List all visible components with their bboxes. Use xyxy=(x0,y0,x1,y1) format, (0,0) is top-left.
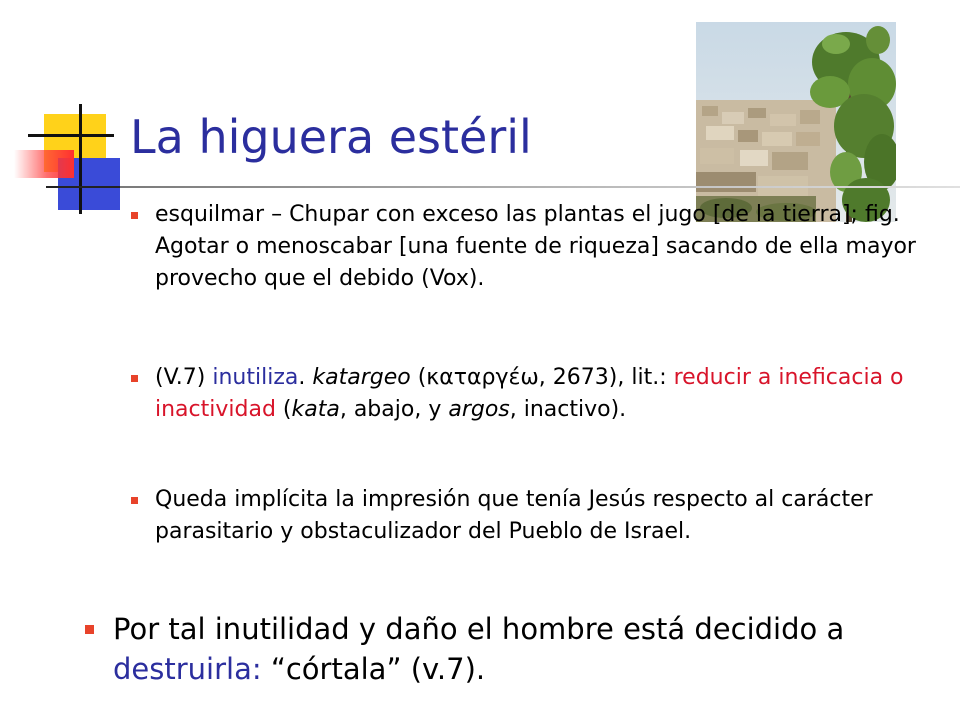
bullet-square-icon xyxy=(85,625,94,634)
term-katargeo: katargeo xyxy=(312,365,411,390)
ornament-horizontal-line xyxy=(28,134,114,137)
sub-bullet-part: (V.7) xyxy=(155,365,213,390)
ornament-horizontal-line-lower xyxy=(46,186,126,188)
highlight-definition: reducir a ineficacia o inactividad xyxy=(155,365,904,422)
sub-bullet-part: . xyxy=(298,365,313,390)
sub-bullet-inutiliza xyxy=(155,362,925,426)
strong-number: 2673 xyxy=(552,365,609,390)
bullet-square-icon xyxy=(131,375,138,382)
sub-bullet-text: Queda implícita la impresión que tenía Jesús respecto al carácter parasitario y obstaculizador del Pueblo de Israel. xyxy=(155,487,873,544)
ornament-vertical-line xyxy=(79,104,82,214)
sub-bullet-part: , inactivo). xyxy=(509,397,627,422)
title-underline xyxy=(120,186,960,188)
bullet-square-icon xyxy=(131,497,138,504)
photo-illustration xyxy=(696,22,896,222)
main-bullet-part: Por tal inutilidad y daño el hombre está decidido a xyxy=(113,612,845,646)
highlight-destruirla: destruirla: xyxy=(113,652,262,686)
main-bullet-part: “córtala” (v.7). xyxy=(261,652,486,686)
main-bullet-destruirla xyxy=(113,609,943,689)
sub-bullet-part: , abajo, y xyxy=(339,397,449,422)
highlight-inutiliza: inutiliza xyxy=(212,365,299,390)
sub-bullet-part: ( xyxy=(275,397,292,422)
ornament-red-bar xyxy=(14,150,74,178)
sub-bullet-part: ), lit.: xyxy=(608,365,674,390)
sub-bullet-part: (καταργέω, xyxy=(410,365,553,390)
bullet-square-icon xyxy=(131,212,138,219)
sub-bullet-esquilmar xyxy=(155,199,925,295)
colored-squares-ornament xyxy=(0,0,140,230)
slide-title: La higuera estéril xyxy=(130,110,532,164)
sub-bullet-jesus xyxy=(155,484,925,548)
sub-bullet-text: esquilmar – Chupar con exceso las plantas el jugo [de la tierra]; fig. Agotar o menoscabar [una fuente de riqueza] sacando de ella mayor provecho que el debido (Vox). xyxy=(155,202,916,291)
fig-tree-jerusalem-photo xyxy=(696,22,896,222)
term-argos: argos xyxy=(448,397,510,422)
term-kata: kata xyxy=(291,397,340,422)
